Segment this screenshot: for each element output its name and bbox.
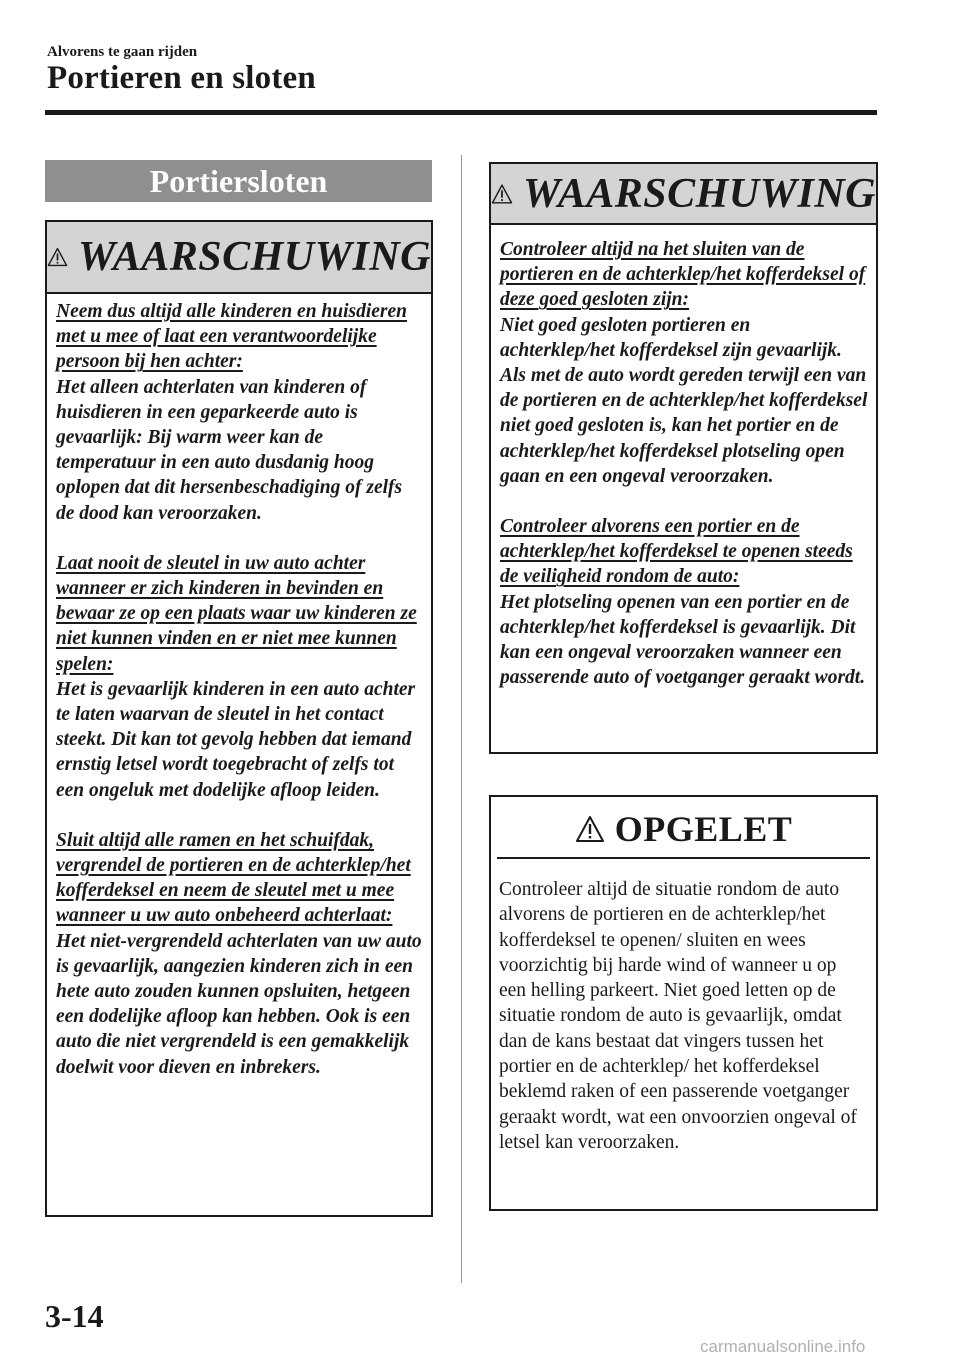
watermark: carmanualsonline.info [700, 1337, 866, 1356]
warning-title: WAARSCHUWING [78, 234, 431, 280]
caution-box [489, 795, 878, 1211]
page-title: Portieren en sloten [47, 60, 316, 96]
caution-separator [497, 857, 870, 859]
header-rule [45, 110, 877, 115]
warning-text: Het is gevaarlijk kinderen in een auto achter te laten waarvan de sleutel in het contact steekt. Dit kan tot gevolg hebben dat iemand ernstig letsel wordt toegebracht of zelfs tot een ongeluk met dodelijke afloop leiden. [56, 678, 416, 801]
warning-paragraph [56, 299, 423, 526]
warning-body [491, 225, 876, 690]
warning-lead: Neem dus altijd alle kinderen en huisdieren met u mee of laat een verantwoordelijke persoon bij hen achter: [56, 301, 408, 373]
column-divider [461, 155, 462, 1283]
section-title: Portiersloten [45, 160, 432, 202]
warning-paragraph [56, 828, 423, 1080]
warning-paragraph [500, 237, 868, 489]
warning-body [47, 294, 431, 1080]
warning-lead: Controleer alvorens een portier en de achterklep/het kofferdeksel te openen steeds de veiligheid rondom de auto: [500, 516, 853, 588]
breadcrumb: Alvorens te gaan rijden [47, 44, 198, 60]
warning-lead: Laat nooit de sleutel in uw auto achter wanneer er zich kinderen in bevinden en bewaar ze op een plaats waar uw kinderen ze niet kunnen vinden en er niet mee kunnen spelen: [56, 552, 417, 675]
warning-paragraph [56, 551, 423, 803]
warning-title: WAARSCHUWING [523, 170, 876, 217]
warning-text: Het plotseling openen van een portier en de achterklep/het kofferdeksel is gevaarlijk. Dit kan een ongeval veroorzaken wanneer een passerende auto of voetganger geraakt wordt. [500, 591, 866, 689]
warning-text: Niet goed gesloten portieren en achterklep/het kofferdeksel zijn gevaarlijk. Als met de auto wordt gereden terwijl een van de portieren en de achterklep/het kofferdeksel niet goed gesloten is, kan het portier en de achterklep/het kofferdeksel plotseling open gaan en een ongeval veroorzaken. [500, 314, 868, 487]
warning-text: Het niet-vergrendeld achterlaten van uw auto is gevaarlijk, aangezien kinderen zich in een hete auto zouden kunnen opsluiten, hetgeen een dodelijke afloop kan hebben. Ook is een auto die niet vergrendeld is een gemakkelijk doelwit voor dieven en inbrekers. [56, 930, 422, 1078]
caution-header [491, 797, 876, 857]
warning-box-right [489, 162, 878, 754]
warning-text: Het alleen achterlaten van kinderen of huisdieren in een geparkeerde auto is gevaarlijk: Bij warm weer kan de temperatuur in een auto dusdanig hoog oplopen dat dit hersenbeschadiging of zelfs de dood kan veroorzaken. [56, 376, 403, 524]
warning-paragraph [500, 514, 868, 690]
warning-triangle-icon [575, 815, 605, 843]
warning-header [491, 164, 876, 225]
warning-lead: Sluit altijd alle ramen en het schuifdak, vergrendel de portieren en de achterklep/het kofferdeksel en neem de sleutel met u mee wanneer u uw auto onbeheerd achterlaat: [56, 829, 411, 927]
warning-box-left [45, 220, 433, 1217]
warning-triangle-icon [47, 243, 68, 271]
warning-lead: Controleer altijd na het sluiten van de portieren en de achterklep/het kofferdeksel of deze goed gesloten zijn: [500, 239, 866, 311]
warning-triangle-icon [491, 180, 513, 208]
caution-title: OPGELET [614, 809, 793, 849]
caution-text: Controleer altijd de situatie rondom de auto alvorens de portieren en de achterklep/het kofferdeksel te openen/ sluiten en wees voorzichtig bij harde wind of wanneer u op een helling parkeert. Niet goed letten op de situatie rondom de auto is gevaarlijk, omdat dan de kans bestaat dat vingers tussen het portier en de achterklep/ het kofferdeksel beklemd raken of een passerende voetganger geraakt wordt, wat een onvoorzien ongeval of letsel kan veroorzaken. [499, 879, 857, 1153]
page-number: 3-14 [45, 1298, 104, 1334]
warning-header [47, 222, 431, 294]
